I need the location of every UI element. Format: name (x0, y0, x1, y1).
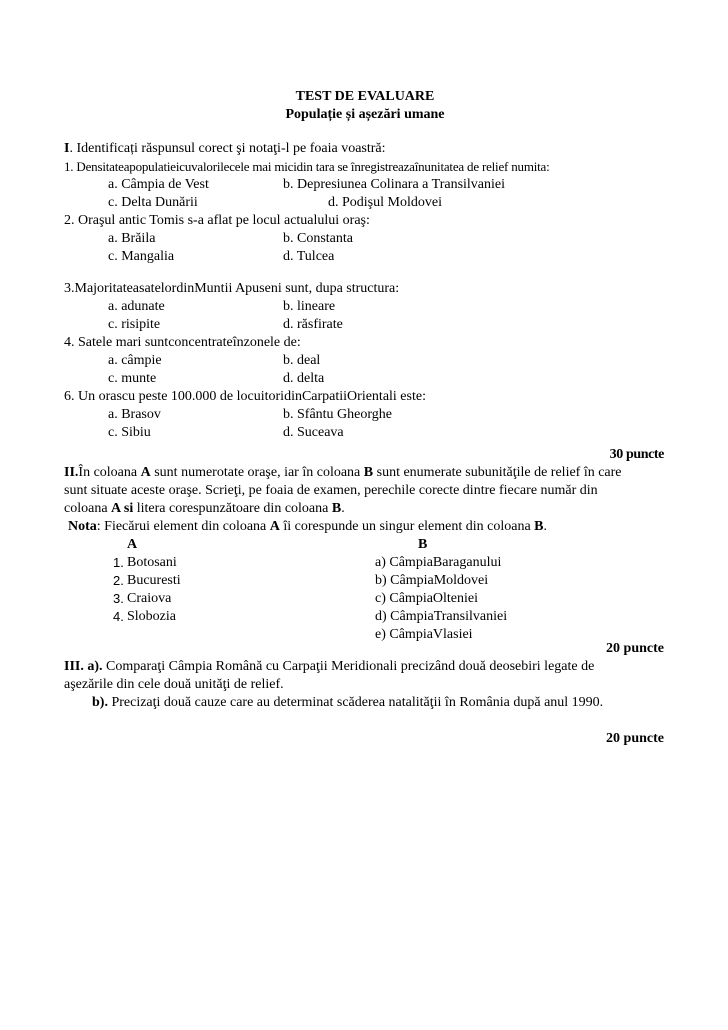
section-2-line-1 (64, 464, 622, 482)
q2-option-d: d. Tulcea (283, 249, 335, 264)
column-b-header: B (418, 537, 428, 552)
section-3-b (92, 694, 603, 712)
city-number-3: 3. (113, 591, 124, 606)
section-2-text: sunt numerotate oraşe, iar în coloana (150, 465, 364, 480)
section-2-text: sunt enumerate subunităţile de relief în care (373, 465, 622, 480)
column-a-ref: A (140, 465, 151, 480)
relief-e: e) CâmpiaVlasiei (375, 627, 473, 642)
city-number-1: 1. (113, 555, 124, 570)
section-3-a (64, 658, 594, 676)
question-1: 1. Densitateapopulatieicuvalorilecele mai micidin tara se înregistreazaînunitatea de relief numita: (64, 159, 550, 174)
q2-option-a: a. Brăila (108, 231, 156, 246)
section-2-line-2: sunt situate aceste oraşe. Scrieţi, pe foaia de examen, perechile corecte dintre fiecare număr din (64, 483, 598, 498)
document-title: TEST DE EVALUARE (295, 89, 435, 104)
q3-option-b: b. lineare (283, 299, 336, 314)
relief-a: a) CâmpiaBaraganului (375, 555, 502, 570)
note-label: Nota (68, 519, 97, 534)
q4-option-d: d. delta (283, 371, 325, 386)
q2-option-b: b. Constanta (283, 231, 353, 246)
document-subtitle: Populație și așezări umane (285, 107, 445, 122)
question-6: 6. Un orascu peste 100.000 de locuitoridinCarpatiiOrientali este: (64, 389, 426, 404)
city-3: Craiova (127, 591, 172, 606)
section-1-instruction (64, 140, 386, 158)
column-b-ref: B (534, 519, 544, 534)
q4-option-b: b. deal (283, 353, 321, 368)
section-2-text: litera corespunzătoare din coloana (133, 501, 332, 516)
section-1-roman: I (64, 141, 70, 156)
section-3-points: 20 puncte (606, 731, 664, 746)
question-3: 3.MajoritateasatelordinMuntii Apuseni sunt, dupa structura: (64, 281, 400, 296)
column-a-header: A (127, 537, 138, 552)
q3-option-d: d. răsfirate (283, 317, 343, 332)
city-4: Slobozia (127, 609, 176, 624)
q2-option-c: c. Mangalia (108, 249, 175, 264)
city-2: Bucuresti (127, 573, 181, 588)
section-3-b-text: Precizaţi două cauze care au determinat scăderea natalităţii în România după anul 1990. (107, 695, 604, 710)
relief-c: c) CâmpiaOlteniei (375, 591, 479, 606)
section-3-a-label: . a). (80, 659, 103, 674)
q1-option-c: c. Delta Dunării (108, 195, 198, 210)
column-b-ref: B (331, 501, 342, 516)
relief-d: d) CâmpiaTransilvaniei (375, 609, 508, 624)
q6-option-c: c. Sibiu (108, 425, 151, 440)
section-3-a-cont: aşezările din cele două unităţi de relief. (64, 677, 284, 692)
q1-option-a: a. Câmpia de Vest (108, 177, 209, 192)
section-2-text: . (341, 501, 345, 516)
column-a-ref: A (269, 519, 280, 534)
q6-option-d: d. Suceava (283, 425, 344, 440)
q1-option-d: d. Podişul Moldovei (328, 195, 442, 210)
section-2-note (68, 518, 547, 536)
question-2: 2. Oraşul antic Tomis s-a aflat pe locul actualului oraş: (64, 213, 370, 228)
section-2-text: În coloana (78, 465, 141, 480)
section-1-instruction-text: . Identificați răspunsul corect şi notaţi-l pe foaia voastră: (69, 141, 386, 156)
section-3-roman: III (64, 659, 81, 674)
section-2-roman: II. (64, 465, 79, 480)
q4-option-c: c. munte (108, 371, 157, 386)
q6-option-b: b. Sfântu Gheorghe (283, 407, 392, 422)
question-4: 4. Satele mari suntconcentrateînzonele de: (64, 335, 301, 350)
section-1-points: 30 puncte (609, 447, 664, 462)
city-1: Botosani (127, 555, 177, 570)
note-text: : Fiecărui element din coloana (96, 519, 270, 534)
q3-option-a: a. adunate (108, 299, 165, 314)
q4-option-a: a. câmpie (108, 353, 162, 368)
note-text: îi corespunde un singur element din coloana (279, 519, 535, 534)
column-b-ref: B (363, 465, 374, 480)
column-a-ref: A (111, 501, 121, 516)
section-2-points: 20 puncte (606, 641, 664, 656)
q6-option-a: a. Brasov (108, 407, 161, 422)
section-2-text: coloana (64, 501, 112, 516)
section-2-line-3 (64, 500, 345, 518)
q3-option-c: c. risipite (108, 317, 161, 332)
city-number-4: 4. (113, 609, 124, 624)
note-text: . (543, 519, 548, 534)
section-3-b-label: b). (92, 695, 108, 710)
section-3-a-text: Comparaţi Câmpia Română cu Carpaţii Meridionali precizând două deosebiri legate de (102, 659, 595, 674)
relief-b: b) CâmpiaMoldovei (375, 573, 489, 588)
city-number-2: 2. (113, 573, 124, 588)
q1-option-b: b. Depresiunea Colinara a Transilvaniei (283, 177, 506, 192)
section-2-text: si (120, 501, 134, 516)
